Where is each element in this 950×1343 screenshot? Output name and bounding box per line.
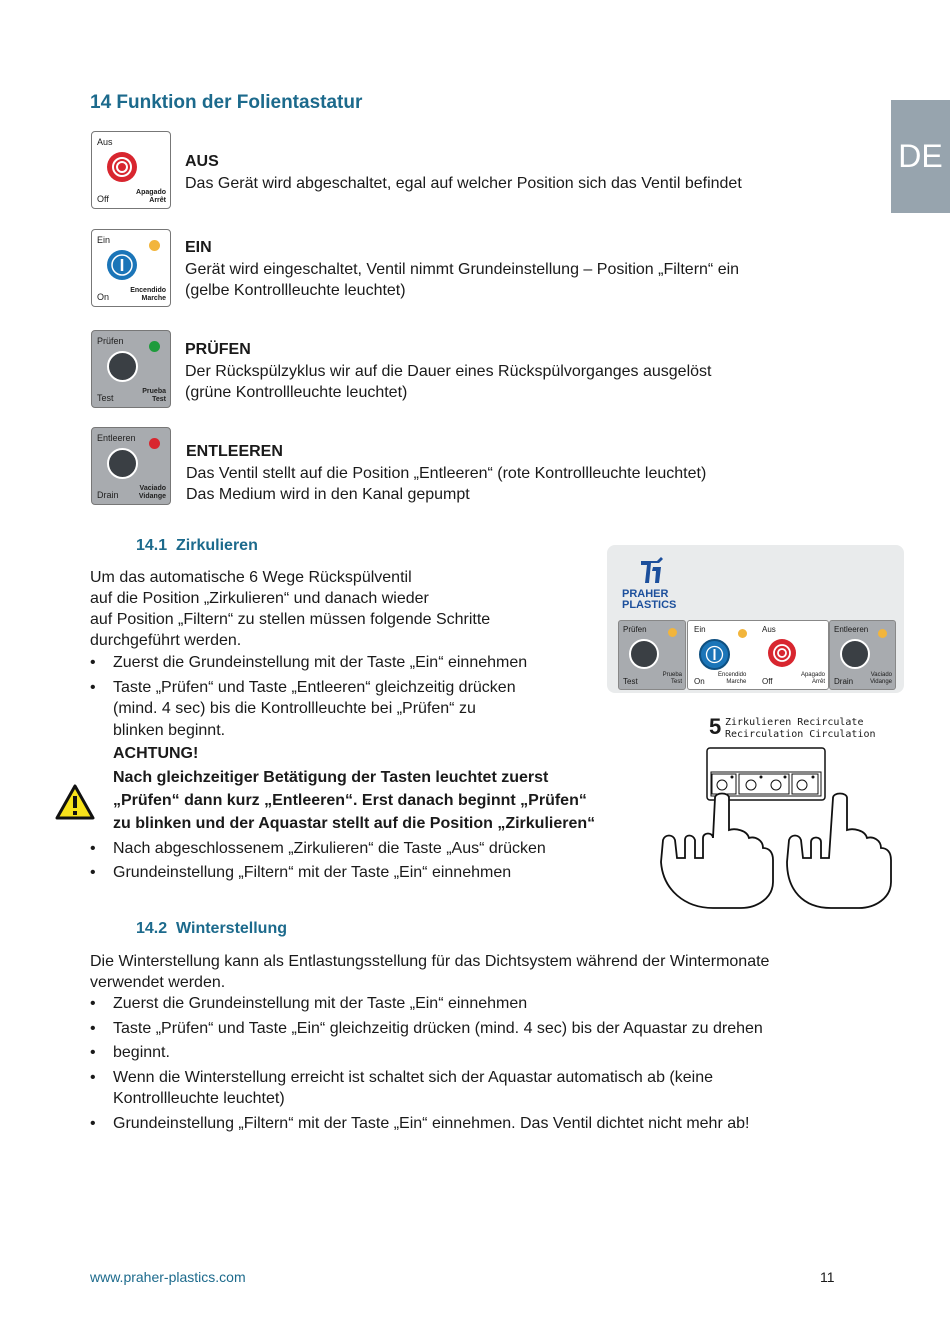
intro-line: Um das automatische 6 Wege Rückspülventil xyxy=(90,569,412,586)
subsection-number: 14.1 xyxy=(136,537,168,554)
panel-key-label: Prüfen xyxy=(623,625,647,634)
subsection-name: Zirkulieren xyxy=(176,537,258,554)
key-pruefen-image xyxy=(91,330,171,408)
brand-line: PLASTICS xyxy=(622,599,677,611)
key-label-bottom-right: Apagado Arrêt xyxy=(136,189,166,204)
power-on-button-icon xyxy=(107,250,137,280)
warning-text: „Prüfen“ dann kurz „Entleeren“. Erst danach beginnt „Prüfen“ xyxy=(113,791,587,809)
key-ein-line: (gelbe Kontrollleuchte leuchtet) xyxy=(185,282,406,299)
key-label-bottom-left: On xyxy=(97,292,110,302)
panel-key-label: Ein xyxy=(694,625,706,634)
key-pruefen-description xyxy=(185,339,711,404)
key-pruefen-title: PRÜFEN xyxy=(185,341,251,358)
key-entleeren-line: Das Medium wird in den Kanal gepumpt xyxy=(186,486,470,503)
panel-key-label: On xyxy=(694,677,705,686)
list-item xyxy=(90,1067,870,1110)
list-item-text: Zuerst die Grundeinstellung mit der Taste „Ein“ einnehmen xyxy=(113,995,528,1012)
list-item xyxy=(90,1113,870,1135)
key-label-bottom-right: Prueba Test xyxy=(142,388,166,403)
list-item-text: Zuerst die Grundeinstellung mit der Taste „Ein“ einnehmen xyxy=(113,654,528,671)
list-item-text: Taste „Prüfen“ und Taste „Ein“ gleichzeitig drücken (mind. 4 sec) bis der Aquastar zu drehen xyxy=(113,1019,763,1037)
key-entleeren-line: Das Ventil stellt auf die Position „Entleeren“ (rote Kontrollleuchte leuchtet) xyxy=(186,464,707,482)
key-label-bottom-left: Off xyxy=(97,194,109,204)
key-entleeren-description xyxy=(186,441,706,506)
key-aus-title: AUS xyxy=(185,153,219,170)
step-caption-line: Zirkulieren Recirculate xyxy=(725,717,864,728)
warning-text: Nach gleichzeitiger Betätigung der Tasten leuchtet zuerst xyxy=(113,768,549,786)
list-item xyxy=(90,838,630,860)
list-item-text: Grundeinstellung „Filtern“ mit der Taste „Ein“ einnehmen. Das Ventil dichtet nicht mehr ab! xyxy=(113,1114,750,1132)
zirkulieren-steps xyxy=(90,652,630,887)
page-number: 11 xyxy=(820,1269,835,1285)
key-label-top: Prüfen xyxy=(97,336,124,346)
key-entleeren-image xyxy=(91,427,171,505)
green-led-icon xyxy=(149,341,160,352)
key-ein-image xyxy=(91,229,171,307)
test-button-icon xyxy=(629,639,659,669)
control-panel-image xyxy=(607,545,904,693)
red-led-icon xyxy=(149,438,160,449)
intro-line: auf die Position „Zirkulieren“ und danach wieder xyxy=(90,590,429,607)
drain-button-icon xyxy=(840,639,870,669)
list-item-text: beginnt. xyxy=(113,1044,170,1061)
warning-heading: ACHTUNG! xyxy=(113,745,199,762)
key-ein-title: EIN xyxy=(185,239,212,256)
power-on-button-icon xyxy=(699,639,730,670)
panel-key-pruefen xyxy=(618,620,686,690)
list-item xyxy=(90,1042,870,1064)
subsection-name: Winterstellung xyxy=(176,920,287,937)
panel-key-label: Encendido Marche xyxy=(718,672,747,685)
key-aus-description xyxy=(185,151,742,194)
step-number: 5 xyxy=(709,714,722,739)
panel-key-label: Off xyxy=(762,677,773,686)
yellow-led-icon xyxy=(668,628,677,637)
list-item-text: • Wenn die Winterstellung erreicht ist schaltet sich der Aquastar automatisch ab (keine xyxy=(113,1068,713,1086)
intro-line: durchgeführt werden. xyxy=(90,632,242,649)
footer-url[interactable]: www.praher-plastics.com xyxy=(90,1269,246,1285)
key-aus-line: Das Gerät wird abgeschaltet, egal auf welcher Position sich das Ventil befindet xyxy=(185,174,742,192)
intro-line: auf Position „Filtern“ zu stellen müssen folgende Schritte xyxy=(90,611,491,628)
list-item xyxy=(90,677,630,835)
panel-key-label: Prueba Test xyxy=(662,672,682,685)
power-off-button-icon xyxy=(768,639,796,667)
intro-line: verwendet werden. xyxy=(90,974,226,991)
winterstellung-steps xyxy=(90,993,870,1137)
hand-press-illustration xyxy=(655,712,900,912)
key-ein-description xyxy=(185,237,739,302)
key-label-top: Aus xyxy=(97,137,113,147)
key-pruefen-line: Der Rückspülzyklus wir auf die Dauer eines Rückspülvorganges ausgelöst xyxy=(185,362,712,380)
list-item-text: • Taste „Prüfen“ und Taste „Entleeren“ gleichzeitig drücken xyxy=(113,678,516,696)
panel-key-entleeren xyxy=(829,620,896,690)
yellow-led-icon xyxy=(149,240,160,251)
list-item xyxy=(90,1018,870,1040)
winterstellung-intro xyxy=(90,951,769,993)
list-item-text: (mind. 4 sec) bis die Kontrollleuchte bei „Prüfen“ zu xyxy=(113,700,476,717)
brand-line: PRAHER xyxy=(622,588,669,600)
panel-key-label: Vaciado Vidange xyxy=(870,672,892,685)
power-off-button-icon xyxy=(107,152,137,182)
zirkulieren-intro xyxy=(90,567,490,651)
warning-text: zu blinken und der Aquastar stellt auf die Position „Zirkulieren“ xyxy=(113,814,596,832)
yellow-led-icon xyxy=(738,629,747,638)
key-label-bottom-left: Drain xyxy=(97,490,119,500)
drain-button-icon xyxy=(107,448,138,479)
panel-key-label: Entleeren xyxy=(834,625,869,634)
key-label-bottom-left: Test xyxy=(97,393,114,403)
list-item-text: Kontrollleuchte leuchtet) xyxy=(113,1090,285,1107)
key-ein-line: Gerät wird eingeschaltet, Ventil nimmt Grundeinstellung – Position „Filtern“ ein xyxy=(185,260,740,278)
intro-line: Die Winterstellung kann als Entlastungsstellung für das Dichtsystem während der Wintermonate xyxy=(90,953,770,970)
key-label-bottom-right: Encendido Marche xyxy=(130,287,166,302)
list-item xyxy=(90,993,870,1015)
key-pruefen-line: (grüne Kontrollleuchte leuchtet) xyxy=(185,384,408,401)
subsection-title-zirkulieren xyxy=(136,537,258,555)
praher-logo-icon xyxy=(637,557,667,585)
panel-key-label: Apagado Arrêt xyxy=(800,672,825,685)
list-item-text: Grundeinstellung „Filtern“ mit der Taste „Ein“ einnehmen xyxy=(113,864,512,881)
warning-triangle-icon xyxy=(55,784,95,825)
list-item xyxy=(90,862,630,884)
panel-key-label: Drain xyxy=(834,677,854,686)
subsection-title-winterstellung xyxy=(136,920,287,938)
step-caption-line: Recirculation Circulation xyxy=(725,729,876,740)
key-label-top: Entleeren xyxy=(97,433,136,443)
key-aus-image xyxy=(91,131,171,209)
language-tab[interactable]: DE xyxy=(891,100,950,213)
subsection-number: 14.2 xyxy=(136,920,168,937)
panel-key-group-ein-aus xyxy=(687,620,829,690)
list-item-text: Nach abgeschlossenem „Zirkulieren“ die Taste „Aus“ drücken xyxy=(113,839,546,857)
key-label-bottom-right: Vaciado Vidange xyxy=(138,485,166,500)
panel-key-label: Test xyxy=(623,677,638,686)
panel-key-label: Aus xyxy=(762,625,776,634)
list-item xyxy=(90,652,630,674)
hands-icon xyxy=(655,712,900,912)
brand-name xyxy=(622,589,676,611)
test-button-icon xyxy=(107,351,138,382)
section-title: 14 Funktion der Folientastatur xyxy=(90,92,363,113)
list-item-text: blinken beginnt. xyxy=(113,721,226,739)
yellow-led-icon xyxy=(878,629,887,638)
key-label-top: Ein xyxy=(97,235,111,245)
key-entleeren-title: ENTLEEREN xyxy=(186,443,283,460)
